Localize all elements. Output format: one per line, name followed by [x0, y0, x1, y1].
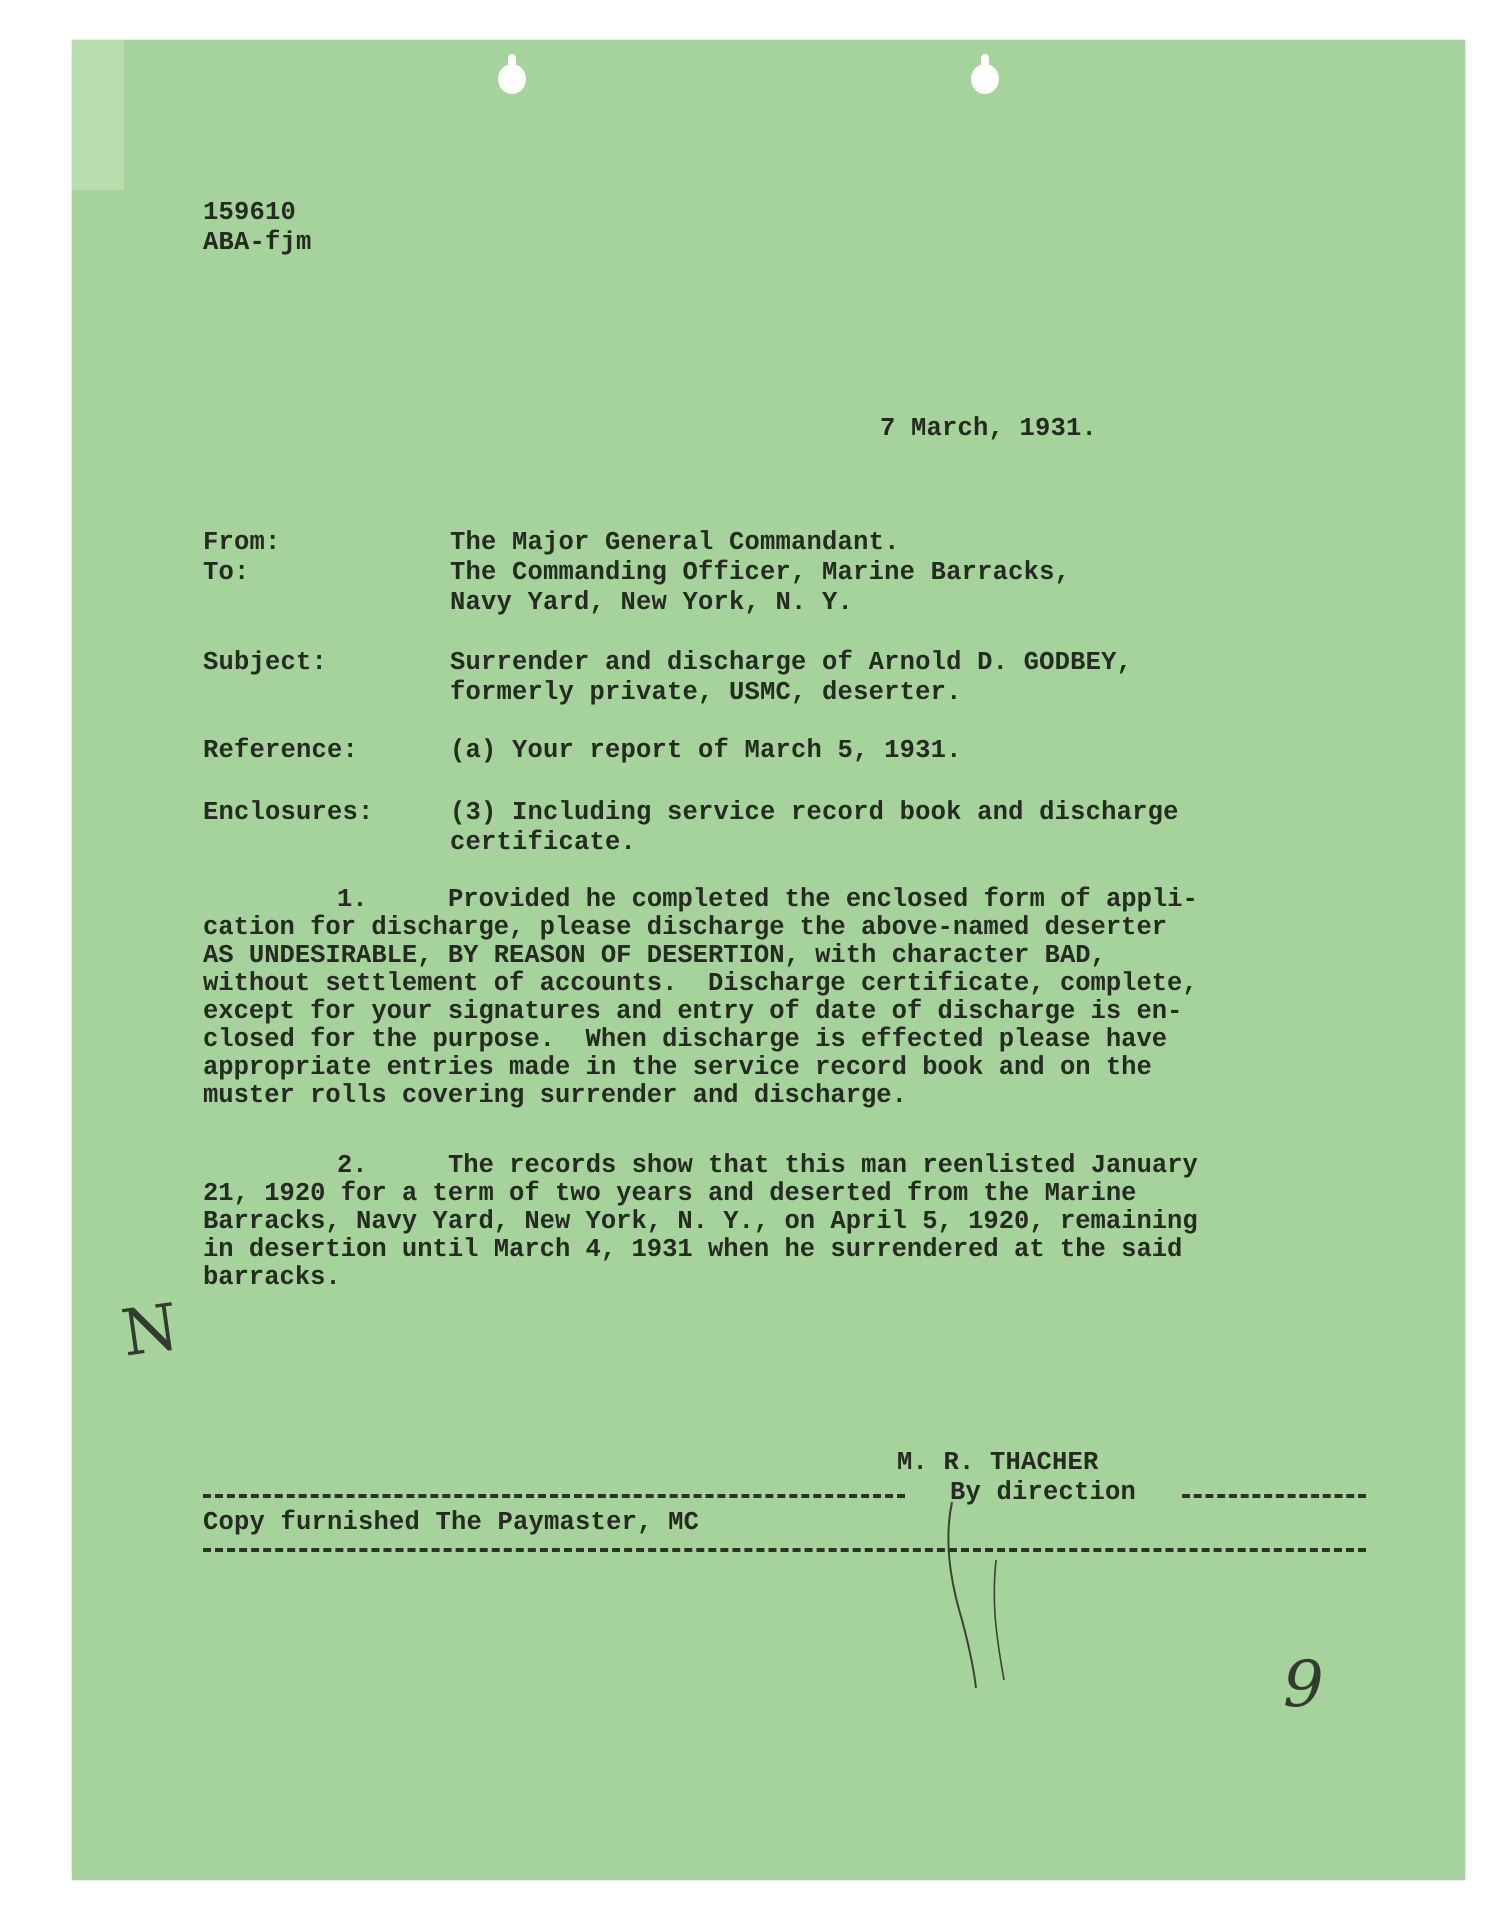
dashed-rule — [203, 1494, 905, 1498]
paper-fold-edge — [72, 40, 124, 190]
by-direction: By direction — [950, 1478, 1137, 1507]
paragraph-line: 2. The records show that this man reenlisted January — [337, 1151, 1198, 1180]
reference-value: (a) Your report of March 5, 1931. — [450, 736, 962, 765]
enclosures-label: Enclosures: — [203, 798, 374, 827]
pencil-scribble — [900, 1500, 1030, 1690]
paragraph-line: closed for the purpose. When discharge is effected please have — [203, 1025, 1168, 1054]
margin-pencil-mark: N — [117, 1290, 183, 1372]
paragraph-line: in desertion until March 4, 1931 when he surrendered at the said — [203, 1235, 1183, 1264]
subject-label: Subject: — [203, 648, 328, 677]
punch-hole-left — [498, 64, 526, 94]
paragraph-line: appropriate entries made in the service record book and on the — [203, 1053, 1152, 1082]
to-line: Navy Yard, New York, N. Y. — [450, 588, 854, 617]
paragraph-number: 1. — [337, 885, 368, 914]
enclosures-line: certificate. — [450, 828, 637, 857]
dashed-rule — [203, 1548, 1366, 1552]
file-number: 159610 — [203, 198, 297, 227]
page-number-pencil: 9 — [1283, 1648, 1324, 1722]
reference-label: Reference: — [203, 736, 359, 765]
paragraph-number: 2. — [337, 1151, 368, 1180]
punch-hole-right — [971, 64, 999, 94]
subject-line: formerly private, USMC, deserter. — [450, 678, 962, 707]
paragraph-line: barracks. — [203, 1263, 341, 1292]
from-value: The Major General Commandant. — [450, 528, 900, 557]
paragraph-line: muster rolls covering surrender and discharge. — [203, 1081, 907, 1110]
pencil-stroke — [994, 1560, 1004, 1680]
pencil-stroke — [948, 1502, 976, 1688]
paragraph-line: 21, 1920 for a term of two years and deserted from the Marine — [203, 1179, 1137, 1208]
paragraph-line: except for your signatures and entry of date of discharge is en- — [203, 997, 1183, 1026]
paragraph-line: Barracks, Navy Yard, New York, N. Y., on April 5, 1920, remaining — [203, 1207, 1198, 1236]
copy-furnished-note: Copy furnished The Paymaster, MC — [203, 1508, 700, 1537]
signature-name: M. R. THACHER — [897, 1448, 1099, 1477]
to-label: To: — [203, 558, 250, 587]
paragraph-line: 1. Provided he completed the enclosed form of appli- — [337, 885, 1198, 914]
paragraph-line: without settlement of accounts. Discharge certificate, complete, — [203, 969, 1198, 998]
enclosures-line: (3) Including service record book and discharge — [450, 798, 1179, 827]
paragraph-line: cation for discharge, please discharge the above-named deserter — [203, 913, 1168, 942]
paragraph-2 — [203, 1152, 1373, 1292]
from-label: From: — [203, 528, 281, 557]
to-line: The Commanding Officer, Marine Barracks, — [450, 558, 1071, 587]
dashed-rule — [1182, 1494, 1366, 1498]
letter-date: 7 March, 1931. — [880, 414, 1098, 443]
paragraph-1 — [203, 886, 1373, 1110]
paragraph-line: AS UNDESIRABLE, BY REASON OF DESERTION, with character BAD, — [203, 941, 1106, 970]
typist-initials: ABA-fjm — [203, 228, 312, 257]
subject-line: Surrender and discharge of Arnold D. GODBEY, — [450, 648, 1133, 677]
